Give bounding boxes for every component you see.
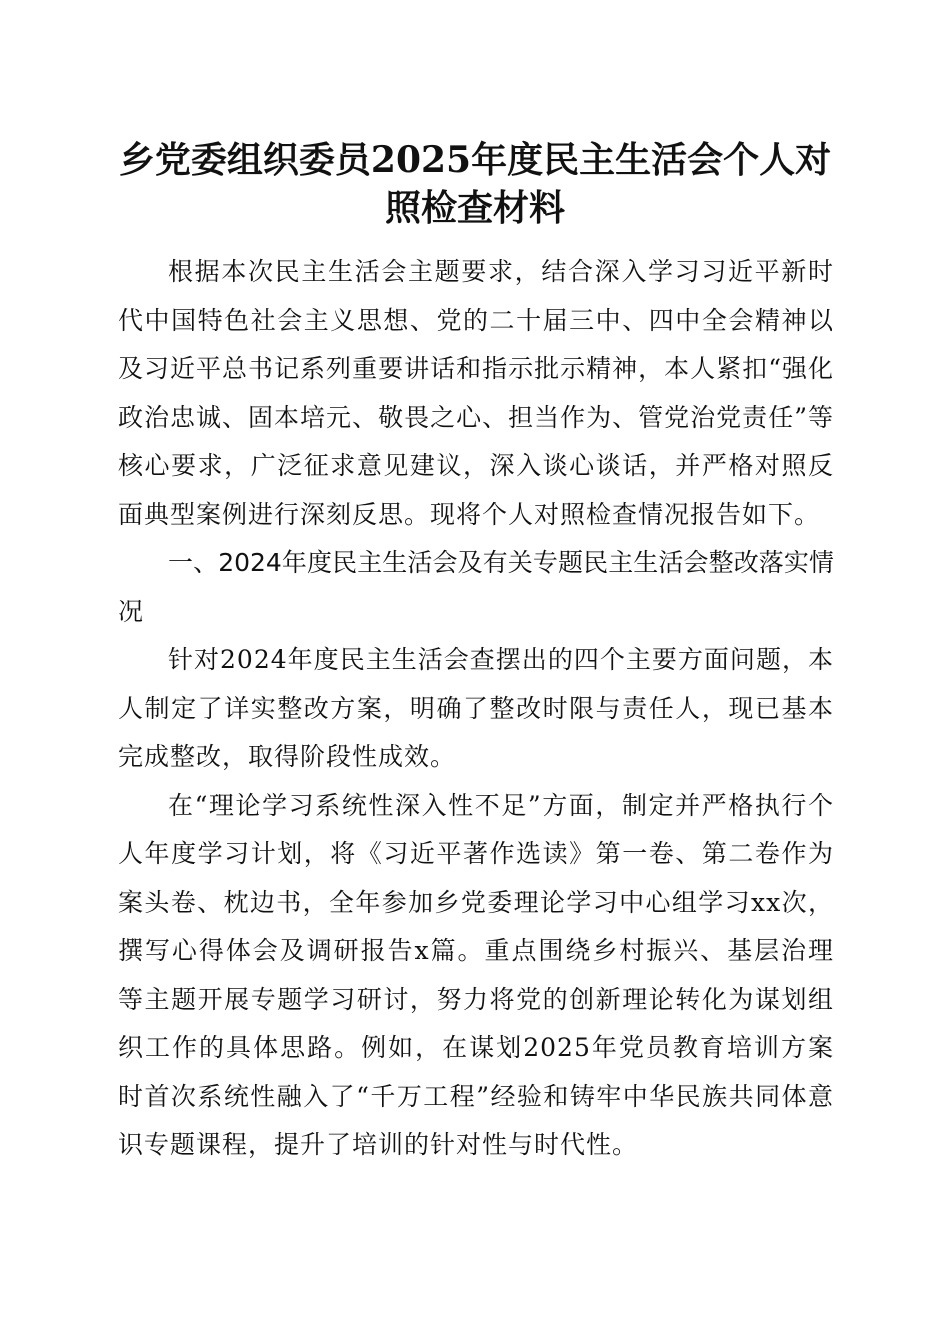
section-heading-1: 一、2024年度民主生活会及有关专题民主生活会整改落实情况 <box>118 548 834 626</box>
document-title: 乡党委组织委员2025年度民主生活会个人对照检查材料 <box>118 139 832 229</box>
body-paragraph: 针对2024年度民主生活会查摆出的四个主要方面问题，本人制定了详实整改方案，明确了整改时限与责任人，现已基本完成整改，取得阶段性成效。 <box>118 645 834 771</box>
body-paragraph: 在“理论学习系统性深入性不足”方面，制定并严格执行个人年度学习计划，将《习近平著作选读》第一卷、第二卷作为案头卷、枕边书，全年参加乡党委理论学习中心组学习xx次，撰写心得体会及调研报告x篇。重点围绕乡村振兴、基层治理等主题开展专题学习研讨，努力将党的创新理论转化为谋划组织工作的具体思路。例如，在谋划2025年党员教育培训方案时首次系统性融入了“千万工程”经验和铸牢中华民族共同体意识专题课程，提升了培训的针对性与时代性。 <box>118 790 834 1159</box>
intro-paragraph: 根据本次民主生活会主题要求，结合深入学习习近平新时代中国特色社会主义思想、党的二十届三中、四中全会精神以及习近平总书记系列重要讲话和指示批示精神，本人紧扣“强化政治忠诚、固本培元、敬畏之心、担当作为、管党治党责任”等核心要求，广泛征求意见建议，深入谈心谈话，并严格对照反面典型案例进行深刻反思。现将个人对照检查情况报告如下。 <box>118 257 834 529</box>
document-body <box>118 248 834 1170</box>
